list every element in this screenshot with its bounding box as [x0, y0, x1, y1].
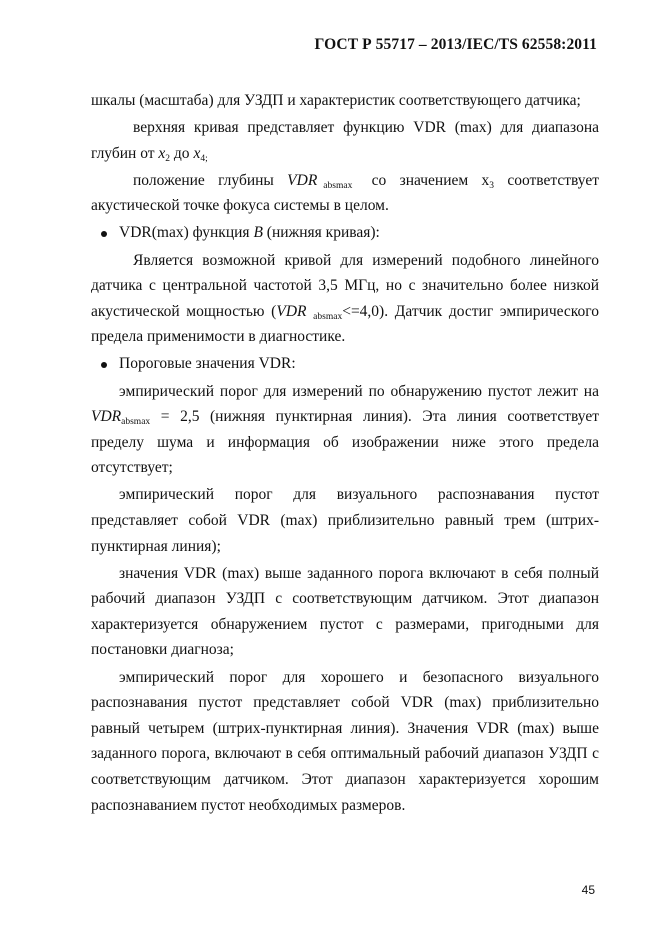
bullet-function-b: VDR(max) функция B (нижняя кривая): — [91, 220, 599, 246]
paragraph-working-range: значения VDR (max) выше заданного порога включают в себя полный рабочий диапазон УЗДП с соответствующим датчиком. Этот диапазон характеризуется обнаружением пустот с размерами, пригодными для постановки диагноза; — [91, 564, 599, 659]
paragraph-depth-position: положение глубины VDR $_{absmax}$ со значением $x_3$ соответствует акустической точке фокуса системы в целом. — [91, 171, 599, 215]
paragraph-threshold-good: эмпирический порог для хорошего и безопасного визуального распознавания пустот представляет собой VDR (max) приблизительно равный четырем (штрих-пунктирная линия). Значения VDR (max) выше заданного порога, включают в себя оптимальный рабочий диапазон УЗДП с соответствующим датчиком. Этот диапазон характеризуется хорошим распознаванием пустот необходимых размеров. — [91, 668, 599, 814]
paragraph-possible-curve: Является возможной кривой для измерений подобного линейного датчика с центральной частотой 3,5 МГц, но с значительно более низкой акустической мощностью (VDR $_{absmax}$<=4,0). Датчик достиг эмпирического предела применимости в диагностике. — [91, 251, 599, 346]
paragraph-1: шкалы (масштаба) для УЗДП и характеристик соответствующего датчика; — [91, 92, 581, 109]
bullet-thresholds: Пороговые значения VDR: — [91, 351, 599, 377]
page-number: 45 — [581, 883, 595, 897]
paragraph-threshold-detection: эмпирический порог для измерений по обнаружению пустот лежит на $VDR_{absmax} = 2,5$ (нижняя пунктирная линия). Эта линия соответствует пределу шума и информация об изображении ниже этого предела отсутствует; — [91, 382, 599, 477]
document-header: ГОСТ Р 55717 – 2013/IEC/TS 62558:2011 — [314, 36, 597, 53]
bullet-dot-icon — [101, 362, 107, 368]
paragraph-threshold-visual: эмпирический порог для визуального распознавания пустот представляет собой VDR (max) приблизительно равный трем (штрих-пунктирная линия); — [91, 486, 599, 555]
paragraph-upper-curve: верхняя кривая представляет функцию VDR (max) для диапазона глубин от $x_2$ до $x_{4;}$ — [91, 119, 599, 164]
page-body — [91, 88, 599, 820]
bullet-dot-icon — [101, 231, 107, 237]
